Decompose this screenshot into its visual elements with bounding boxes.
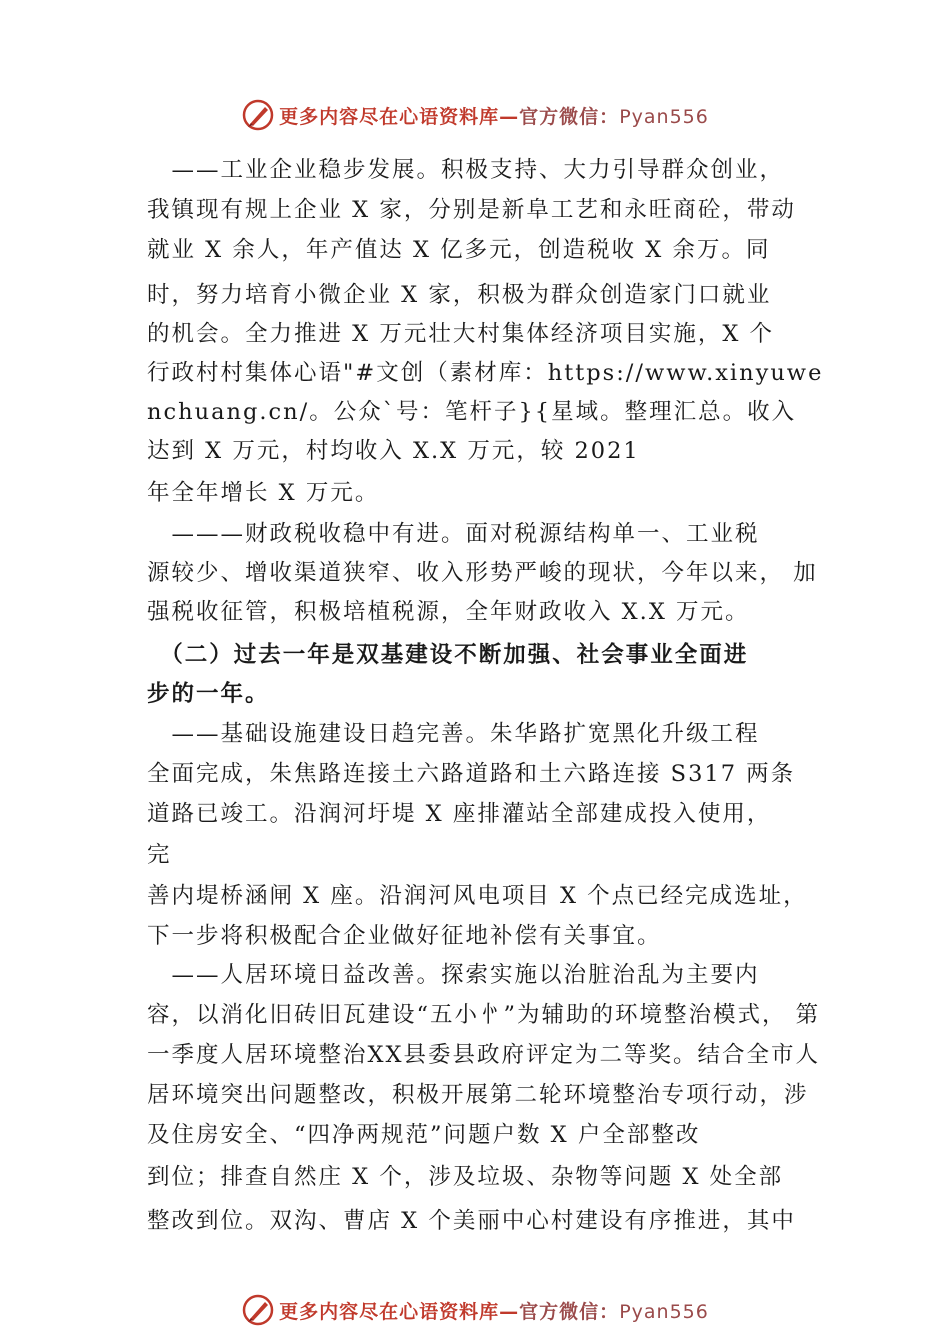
text-line: 时，努力培育小微企业 X 家，积极为群众创造家门口就业	[147, 282, 772, 308]
banner-wechat-id: Pyan556	[619, 1300, 709, 1323]
text-line: 源较少、增收渠道狭窄、收入形势严峻的现状，今年以来， 加	[147, 560, 818, 586]
text-line: 全面完成，朱焦路连接土六路道路和土六路连接 S317 两条	[147, 761, 796, 787]
text-line: 及住房安全、“四净两规范”问题户数 X 户全部整改	[147, 1122, 701, 1148]
text-line: ———财政税收稳中有进。面对税源结构单一、工业税	[147, 521, 760, 547]
footer-watermark-banner	[0, 1290, 950, 1330]
text-line: 容，以消化旧砖旧瓦建设“五小㣺”为辅助的环境整治模式， 第	[147, 1002, 821, 1028]
banner-site-text: 更多内容尽在心语资料库	[279, 105, 500, 128]
header-watermark-banner	[0, 95, 950, 135]
text-line: 行政村村集体心语"#文创（素材库：https://www.xinyuwe	[147, 360, 824, 386]
text-line: 下一步将积极配合企业做好征地补偿有关事宜。	[147, 923, 662, 949]
text-line: 就业 X 余人，年产值达 X 亿多元，创造税收 X 余万。同	[147, 237, 771, 263]
text-line: nchuang.cn/。公众`号：笔杆子}{星域。整理汇总。收入	[147, 399, 797, 425]
text-line: 的机会。全力推进 X 万元壮大村集体经济项目实施，X 个	[147, 321, 774, 347]
text-line: 强税收征管，积极培植税源，全年财政收入 X.X 万元。	[147, 599, 750, 625]
section-heading-line: （二）过去一年是双基建设不断加强、社会事业全面进	[147, 642, 749, 668]
text-line: 我镇现有规上企业 X 家，分别是新阜工艺和永旺商砼，带动	[147, 197, 796, 223]
pen-circle-logo-icon	[241, 98, 275, 132]
text-line: 年全年增长 X 万元。	[147, 480, 380, 506]
banner-dash: —	[499, 105, 520, 128]
text-line: ——工业企业稳步发展。积极支持、大力引导群众创业，	[147, 157, 785, 183]
text-line: 整改到位。双沟、曹店 X 个美丽中心村建设有序推进，其中	[147, 1208, 796, 1234]
banner-dash: —	[499, 1300, 520, 1323]
text-line: 居环境突出问题整改，积极开展第二轮环境整治专项行动，涉	[147, 1082, 809, 1108]
banner-wechat-label: 官方微信：	[519, 105, 620, 128]
section-heading-line: 步的一年。	[147, 681, 270, 707]
banner-wechat-label: 官方微信：	[519, 1300, 620, 1323]
text-line: ——基础设施建设日趋完善。朱华路扩宽黑化升级工程	[147, 721, 760, 747]
text-line: 一季度人居环境整治XX县委县政府评定为二等奖。结合全市人	[147, 1042, 821, 1068]
text-line: 到位；排查自然庄 X 个，涉及垃圾、杂物等问题 X 处全部	[147, 1164, 784, 1190]
text-line: ——人居环境日益改善。探索实施以治脏治乱为主要内	[147, 962, 760, 988]
text-line: 完	[147, 842, 172, 868]
banner-wechat-id: Pyan556	[619, 105, 709, 128]
pen-circle-logo-icon	[241, 1293, 275, 1327]
text-line: 达到 X 万元，村均收入 X.X 万元，较 2021	[147, 438, 640, 464]
text-line: 道路已竣工。沿润河圩堤 X 座排灌站全部建成投入使用，	[147, 801, 772, 827]
banner-site-text: 更多内容尽在心语资料库	[279, 1300, 500, 1323]
text-line: 善内堤桥涵闸 X 座。沿润河风电项目 X 个点已经完成选址，	[147, 883, 808, 909]
